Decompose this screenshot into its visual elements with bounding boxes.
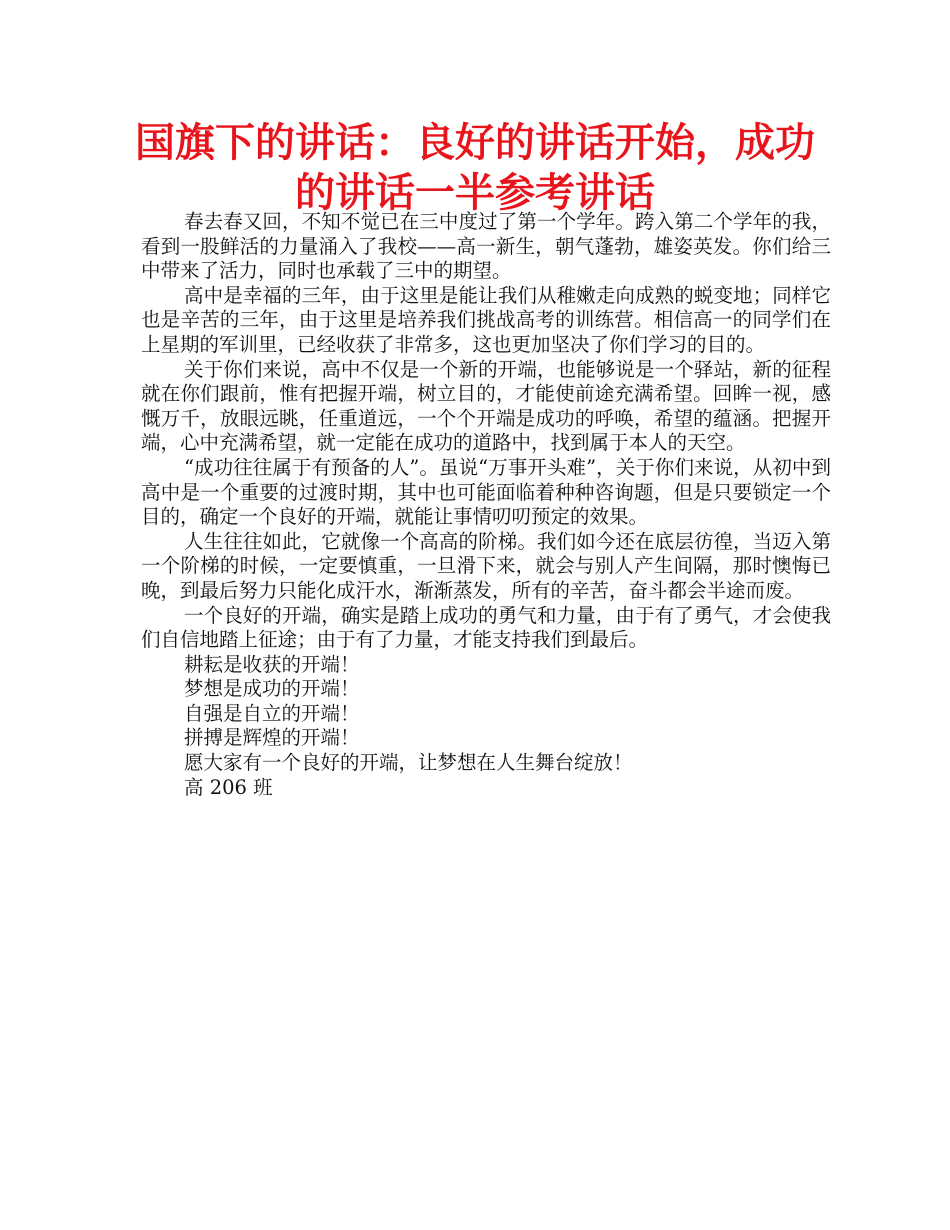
paragraph: “成功往往属于有预备的人”。虽说“万事开头难”，关于你们来说，从初中到高中是一个重要的过渡时期，其中也可能面临着种种咨询题，但是只要锁定一个目的，确定一个良好的开端，就能让事情叨叨预定的效果。 (141, 455, 831, 529)
paragraph: 高中是幸福的三年，由于这里是能让我们从稚嫩走向成熟的蜕变地；同样它也是辛苦的三年，由于这里是培养我们挑战高考的训练营。相信高一的同学们在上星期的军训里，已经收获了非常多，这也更加坚决了你们学习的目的。 (141, 283, 831, 356)
paragraph: 关于你们来说，高中不仅是一个新的开端，也能够说是一个驿站，新的征程就在你们跟前，惟有把握开端，树立目的，才能使前途充满希望。回眸一视，感慨万千，放眼远眺，任重道远，一个个开端是成功的呼唤，希望的蕴涵。把握开端，心中充满希望，就一定能在成功的道路中，找到属于本人的天空。 (141, 357, 831, 455)
document-body (141, 210, 831, 800)
paragraph: 春去春又回，不知不觉已在三中度过了第一个学年。跨入第二个学年的我，看到一股鲜活的力量涌入了我校——高一新生，朝气蓬勃，雄姿英发。你们给三中带来了活力，同时也承载了三中的期望。 (141, 210, 831, 283)
document-title: 国旗下的讲话：良好的讲话开始，成功的讲话一半参考讲话 (135, 120, 815, 216)
paragraph: 一个良好的开端，确实是踏上成功的勇气和力量，由于有了勇气，才会使我们自信地踏上征途；由于有了力量，才能支持我们到最后。 (141, 603, 831, 652)
slogan-line: 拼搏是辉煌的开端！ (184, 726, 360, 750)
signature-class: 高 206 班 (184, 775, 273, 799)
slogan-line: 耕耘是收获的开端！ (184, 652, 360, 676)
paragraph: 人生往往如此，它就像一个高高的阶梯。我们如今还在底层彷徨，当迈入第一个阶梯的时候，一定要慎重，一旦滑下来，就会与别人产生间隔，那时懊悔已晚，到最后努力只能化成汗水，渐渐蒸发，所有的辛苦，奋斗都会半途而废。 (141, 529, 831, 602)
closing-wish: 愿大家有一个良好的开端，让梦想在人生舞台绽放！ (184, 751, 633, 775)
slogan-line: 梦想是成功的开端！ (184, 677, 360, 701)
slogan-line: 自强是自立的开端！ (184, 701, 360, 725)
